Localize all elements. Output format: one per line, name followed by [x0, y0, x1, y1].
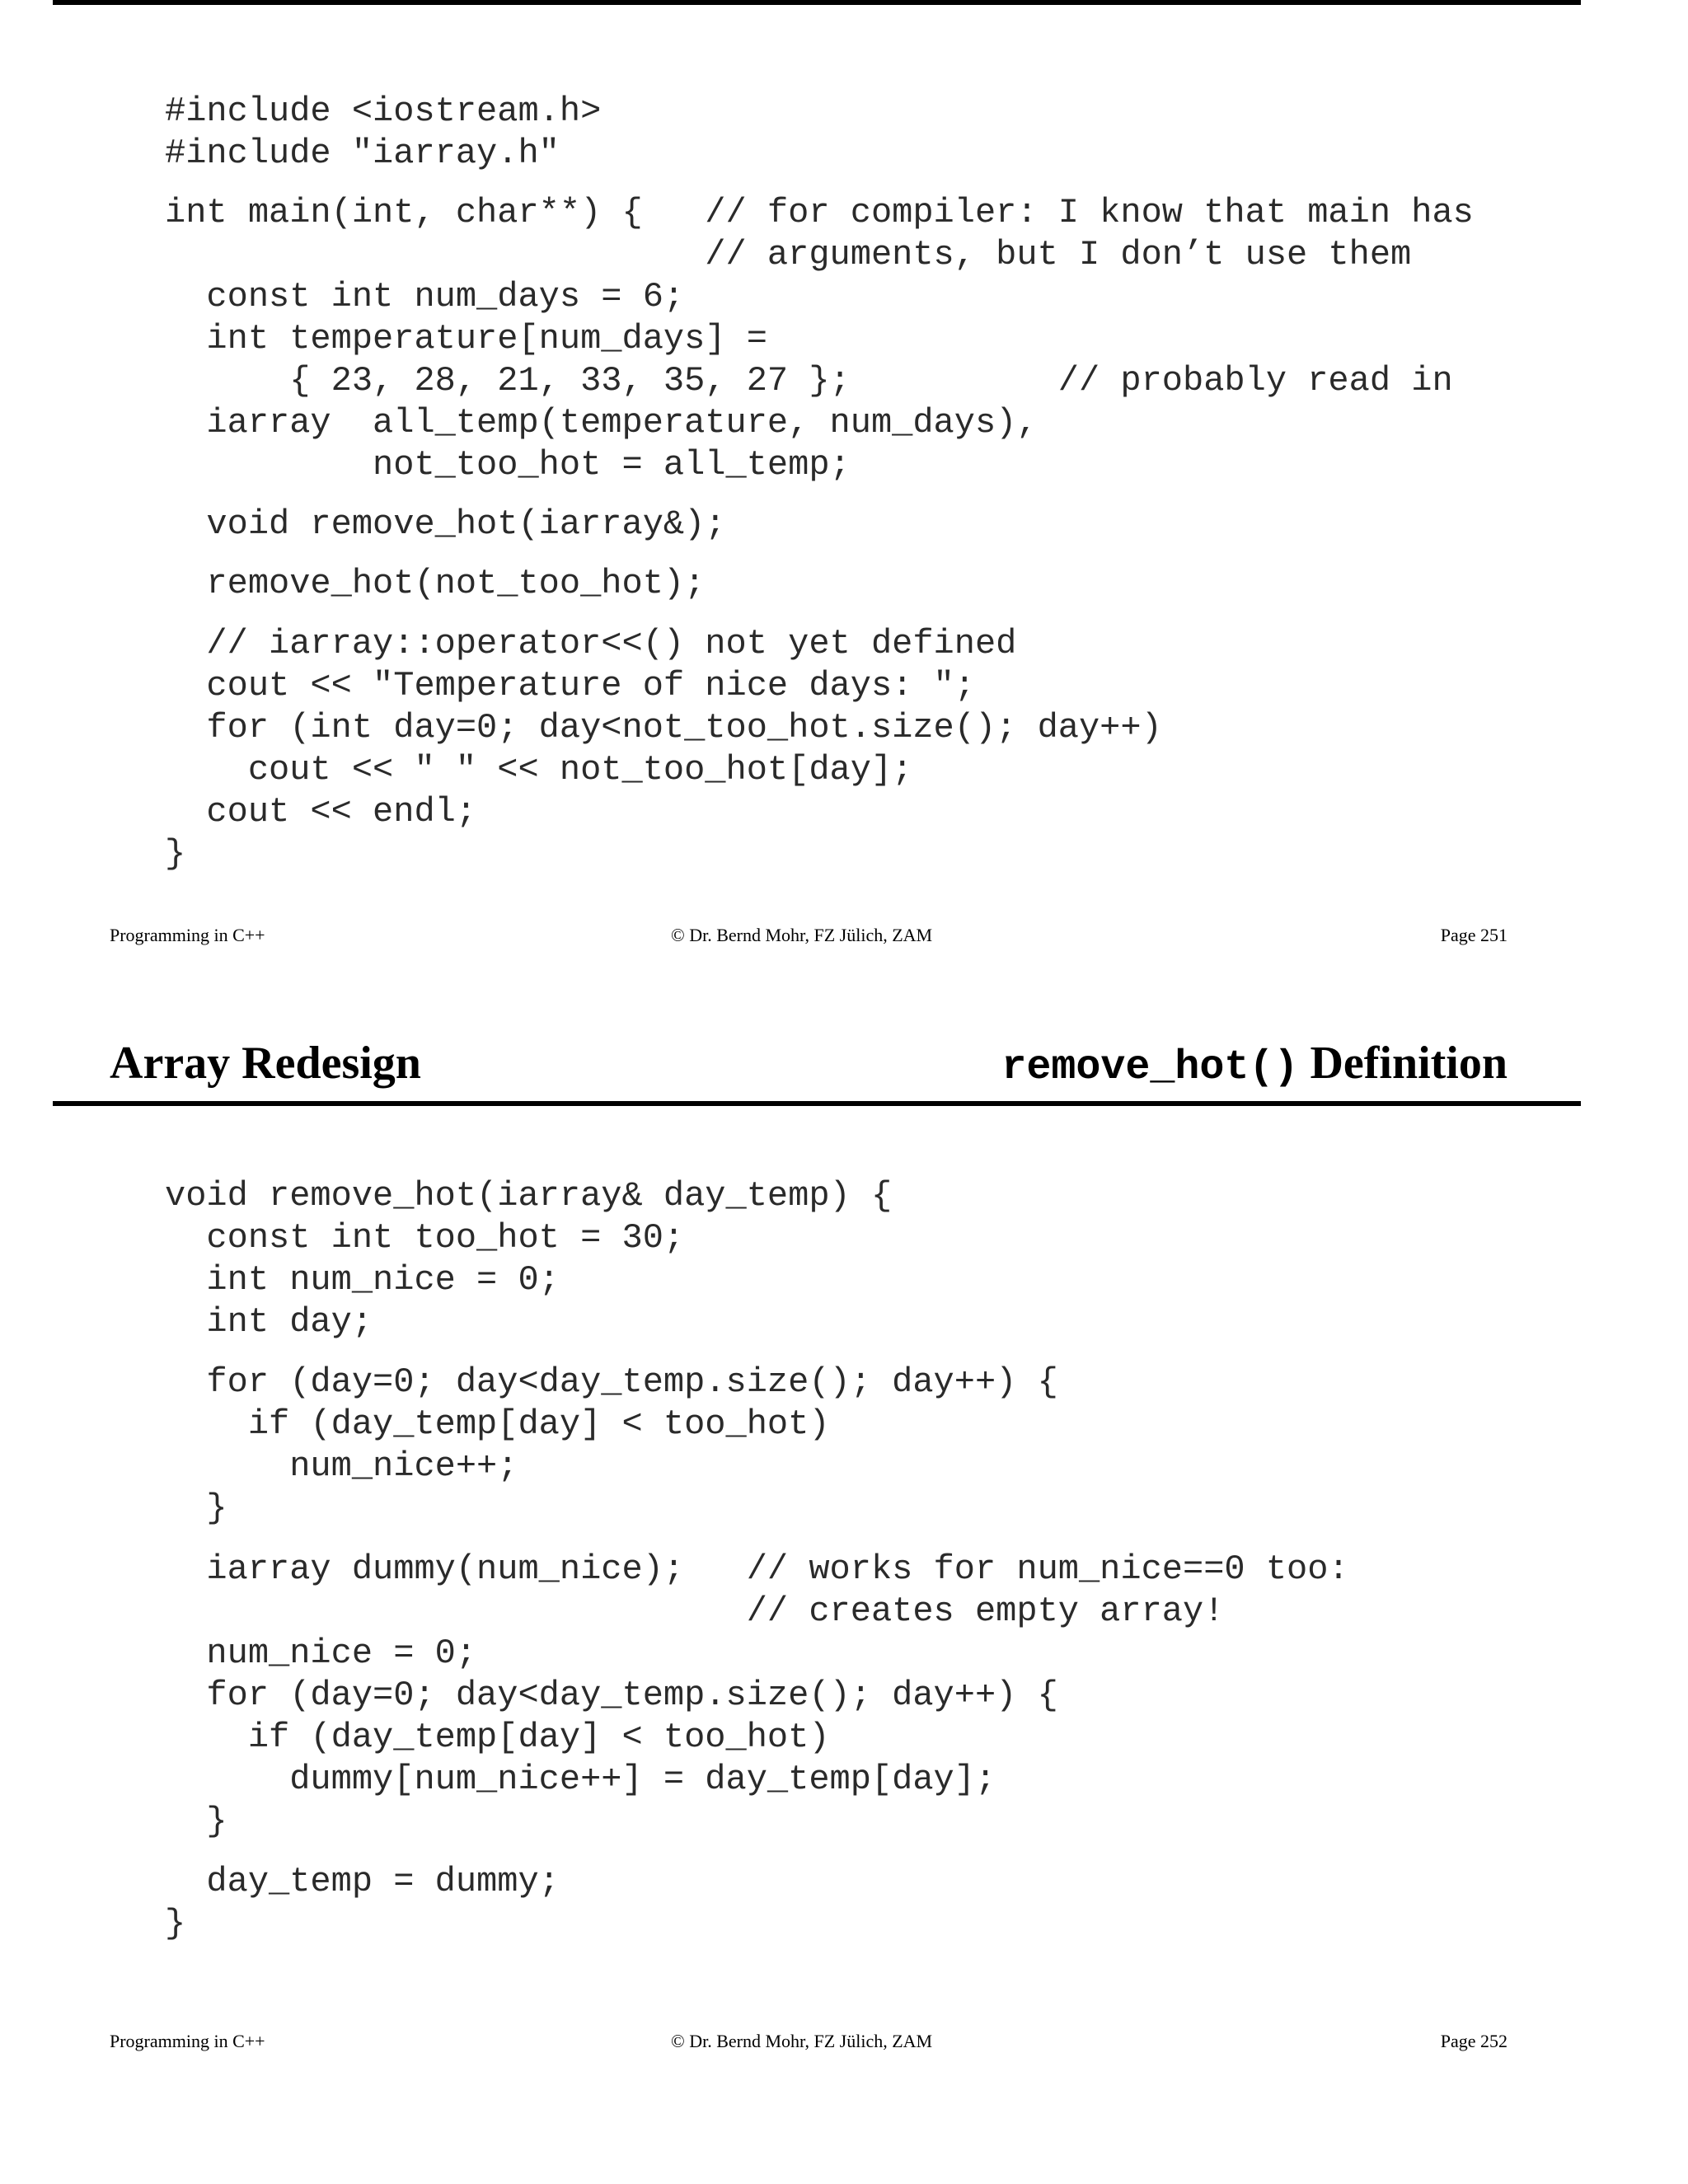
- code-line: const int num_days = 6;: [165, 277, 685, 316]
- code-line: // iarray::operator<<() not yet defined: [165, 624, 1017, 663]
- code-line: iarray all_temp(temperature, num_days),: [165, 403, 1038, 443]
- code-line: void remove_hot(iarray& day_temp) {: [165, 1176, 893, 1216]
- page-title: Array Redesign: [110, 1038, 421, 1089]
- code-line: num_nice++;: [165, 1446, 518, 1486]
- code-line: int main(int, char**) { // for compiler: I know that main has: [165, 193, 1474, 232]
- title-rule: [53, 1101, 1581, 1106]
- subtitle-code: remove_hot(): [1001, 1044, 1299, 1091]
- footer-center: © Dr. Bernd Mohr, FZ Jülich, ZAM: [671, 2031, 933, 2051]
- code-line: void remove_hot(iarray&);: [165, 504, 726, 544]
- code-line: if (day_temp[day] < too_hot): [165, 1404, 830, 1444]
- code-line: num_nice = 0;: [165, 1633, 477, 1673]
- code-line: int temperature[num_days] =: [165, 319, 767, 359]
- code-line: dummy[num_nice++] = day_temp[day];: [165, 1760, 996, 1799]
- code-line: int num_nice = 0;: [165, 1260, 560, 1300]
- code-line: if (day_temp[day] < too_hot): [165, 1718, 830, 1757]
- footer-center: © Dr. Bernd Mohr, FZ Jülich, ZAM: [671, 925, 933, 945]
- code-line: const int too_hot = 30;: [165, 1218, 685, 1258]
- code-line: }: [165, 1904, 186, 1943]
- code-line: }: [165, 834, 186, 874]
- page-subtitle: [1001, 1037, 1507, 1091]
- footer-page-number: Page 252: [1440, 2031, 1507, 2051]
- footer-left: Programming in C++: [110, 2031, 265, 2051]
- code-line: for (day=0; day<day_temp.size(); day++) {: [165, 1675, 1058, 1715]
- code-line: not_too_hot = all_temp;: [165, 445, 851, 485]
- code-line: for (day=0; day<day_temp.size(); day++) {: [165, 1362, 1058, 1402]
- code-line: int day;: [165, 1302, 373, 1342]
- code-line: #include "iarray.h": [165, 134, 560, 173]
- code-line: }: [165, 1802, 227, 1841]
- code-line: cout << " " << not_too_hot[day];: [165, 750, 913, 790]
- code-line: // arguments, but I don’t use them: [165, 235, 1412, 274]
- code-line: cout << "Temperature of nice days: ";: [165, 666, 975, 705]
- code-line: remove_hot(not_too_hot);: [165, 564, 706, 603]
- code-line: iarray dummy(num_nice); // works for num_nice==0 too:: [165, 1549, 1349, 1589]
- top-rule: [53, 0, 1581, 5]
- code-line: for (int day=0; day<not_too_hot.size(); day++): [165, 708, 1162, 748]
- code-line: }: [165, 1488, 227, 1528]
- code-line: day_temp = dummy;: [165, 1862, 560, 1901]
- subtitle-text: Definition: [1310, 1038, 1507, 1089]
- code-line: cout << endl;: [165, 792, 477, 832]
- code-line: #include <iostream.h>: [165, 91, 602, 131]
- code-line: { 23, 28, 21, 33, 35, 27 }; // probably read in: [165, 361, 1453, 401]
- footer-left: Programming in C++: [110, 925, 265, 945]
- footer-page-number: Page 251: [1440, 925, 1507, 945]
- code-line: // creates empty array!: [165, 1591, 1225, 1631]
